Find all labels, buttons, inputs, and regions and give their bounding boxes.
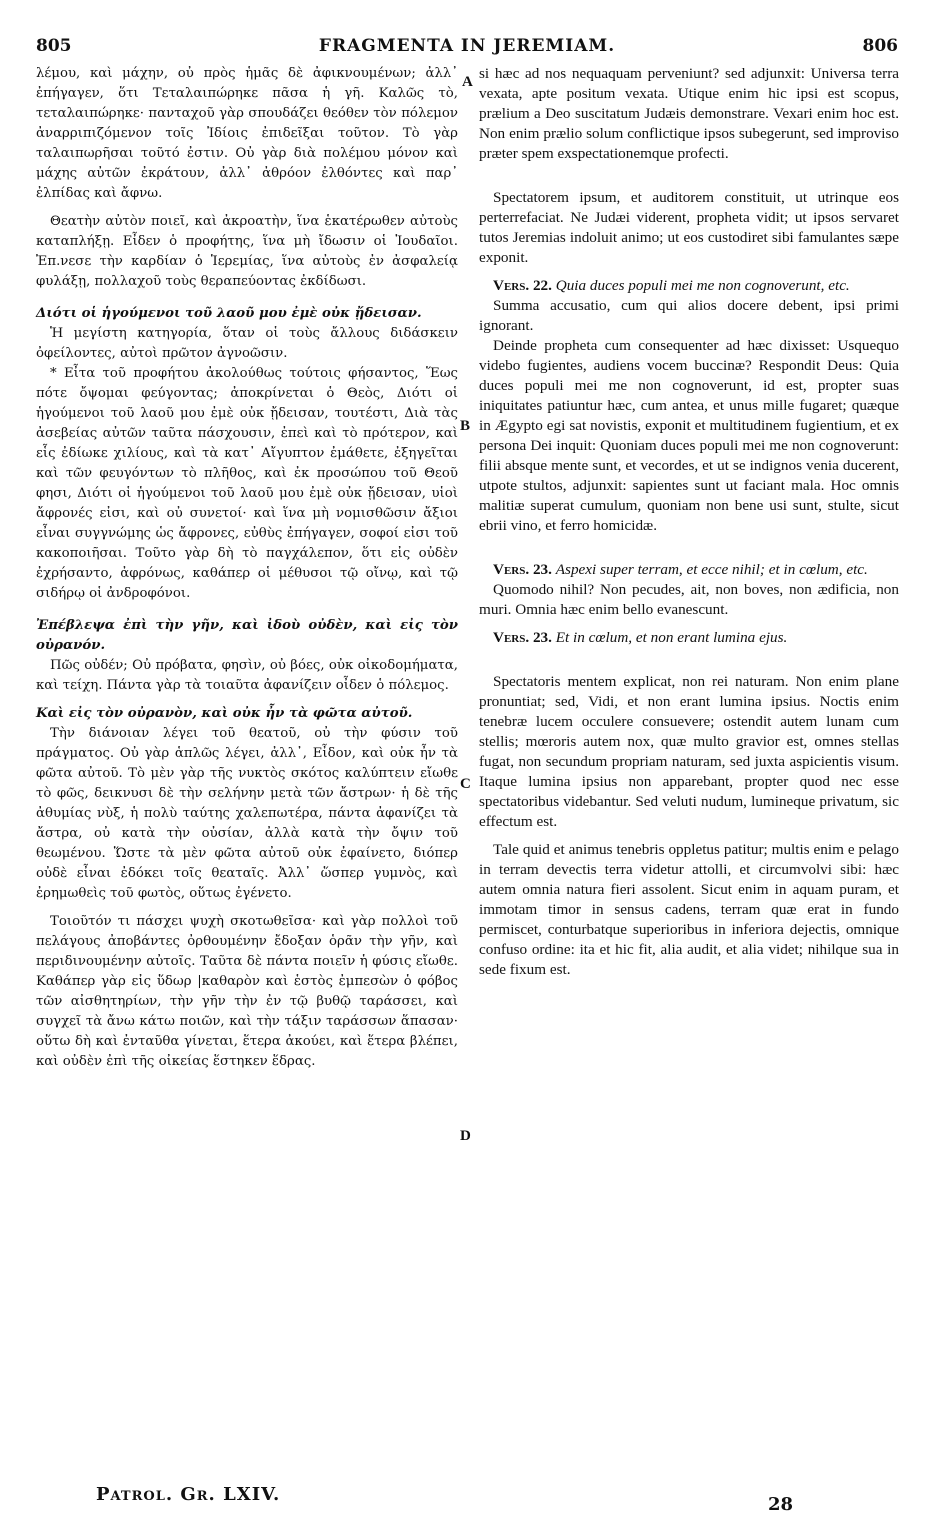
latin-verse-23a — [479, 560, 899, 580]
verse-text-22: Quia duces populi mei me non cognoverunt, etc. — [555, 277, 850, 294]
latin-verse-22 — [479, 276, 899, 296]
margin-letter-c: C — [460, 776, 471, 792]
greek-paragraph-6: Τὴν διάνοιαν λέγει τοῦ θεατοῦ, οὐ τὴν φύσιν τοῦ πράγματος. Οὐ γὰρ ἁπλῶς λέγει, ἀλλ᾽, Εἶδον, καὶ οὐκ ἦν τὰ φῶτα αὐτοῦ. Τὸ μὲν γὰρ τῆς νυκτὸς σκότος καλύπτειν εἴωθε τὸ φῶς, δεικνυσι δὲ τὴν σελήνην μετὰ τῶν ἄστρων· ἡ δὲ τῆς ἀθυμίας νὺξ, ἡ πολὺ ταύτης χαλεπωτέρα, πάντα ἀφανίζει τὰ ἄστρα, οὐ κατὰ τὴν οὐσίαν, ἀλλὰ κατὰ τὴν ὄψιν τοῦ θεωμένου. Ὥστε τὰ μὲν φῶτα αὐτοῦ οὐκ ἐφαίνετο, διόπερ οὐδὲ εἶναι ἐδόκει τοῖς θεαταῖς. Ἀλλ᾽ ὥσπερ γυμνὸς, καὶ ἐρημωθεὶς τοῦ φωτὸς, οὕτως ἐγένετο. — [36, 726, 458, 901]
sheet-number: 28 — [768, 1494, 794, 1515]
page-number-left: 805 — [36, 36, 72, 56]
running-title: FRAGMENTA IN JEREMIAM. — [318, 36, 616, 56]
latin-paragraph-1: si hæc ad nos nequaquam perveniunt? sed adjunxit: Universa terra vexata, apte positum vexata. Utique enim hic ipsi est scopus, prælium a Deo suscitatum Judæis demonstrare. Vexari enim hoc est. Non enim prælio solum conflictique ipsos subegerunt, sed improviso præter spem exspectationemque profecti. — [479, 65, 899, 162]
latin-paragraph-7: Tale quid et animus tenebris oppletus patitur; multis enim e pelago in terram devectis terra videtur attolli, et circumvolvi sibi: hæc autem omnia natura fieri assolent. Sicut enim in aquam puram, et immotam timor in sensus cadens, terram quæ erat in fundo permiscet, conturbatque superioribus in inferiora dejectis, omnique confuso ordine: ita et hic fit, alia audit, et alia videt; nihilque sua in sede fixum est. — [479, 841, 899, 978]
greek-paragraph-5: Πῶς οὐδέν; Οὐ πρόβατα, φησὶν, οὐ βόες, οὐκ οἰκοδομήματα, καὶ τείχη. Πάντα γὰρ τὰ τοιαῦτα ἀφανίζειν οἶδεν ὁ πόλεμος. — [36, 658, 458, 693]
greek-lemma-3: Καὶ εἰς τὸν οὐρανὸν, καὶ οὐκ ἦν τὰ φῶτα αὐτοῦ. — [36, 706, 413, 721]
page-number-right: 806 — [862, 36, 898, 56]
greek-lemma-1: Διότι οἱ ἡγούμενοι τοῦ λαοῦ μου ἐμὲ οὐκ ᾔδεισαν. — [36, 306, 422, 321]
latin-paragraph-4: Deinde propheta cum consequenter ad hæc dixisset: Usquequo videbo fugientes, audiens vocem buccinæ? Respondit Deus: Quia duces populi mei me non cognoverunt, id est, propter suas iniquitates patiuntur hæc, cum antea, et unus mille fugaret; quæque in Ægypto egi sat novistis, exponit et multitudinem fugientium, et ex persona Dei inquit: Quoniam duces populi mei me non cognoverunt: filii absque mente sunt, et vecordes, et ut se indignos venia ducerent, utpote stultos, adjunxit: sapientes sunt ut faciant mala. Hoc omnis malitiæ superat cumulum, quoniam non bene usi sunt, stulte, sicut ebrii vino, et ferro homicidæ. — [479, 337, 899, 534]
verse-text-23a: Aspexi super terram, et ecce nihil; et in cœlum, etc. — [555, 561, 868, 578]
margin-letter-d: D — [460, 1128, 471, 1144]
latin-paragraph-2: Spectatorem ipsum, et auditorem constituit, ut utrinque eos perterrefaciat. Ne Judæi viderent, propheta vidit; ut ipsos servaret tutos Jeremias indoluit animo; ut eos custodiret sibi famulantes sæpe exponit. — [479, 189, 899, 266]
latin-column — [479, 64, 899, 980]
verse-label-23b: Vers. 23. — [493, 629, 552, 646]
greek-paragraph-3: Ἡ μεγίστη κατηγορία, ὅταν οἱ τοὺς ἄλλους διδάσκειν ὀφείλοντες, αὐτοὶ πρῶτον ἀγνοῶσιν. — [36, 326, 458, 361]
latin-paragraph-6: Spectatoris mentem explicat, non rei naturam. Non enim plane pronuntiat; sed, Vidi, et non erant lumina ipsius. Noctis enim tenebræ lucem occulere consuevere; ostendit autem lunam cum stellis; mœroris autem nox, quæ multo gravior est, omnes stellas fugat, non secundum propriam naturam, sed juxta aspicientis visum. Itaque lumina ipsius non apparebant, propter quod nec esse spectatoribus videbantur. Sed veluti nudum, lumineque privatum, sic effectum est. — [479, 673, 899, 830]
latin-paragraph-5: Quomodo nihil? Non pecudes, ait, non boves, non ædificia, non muri. Omnia hæc enim bello evanescunt. — [479, 581, 899, 618]
greek-paragraph-7: Τοιοῦτόν τι πάσχει ψυχὴ σκοτωθεῖσα· καὶ γὰρ πολλοὶ τοῦ πελάγους ἀποβάντες ὀρθουμένην ἔδοξαν ὁρᾶν τὴν γῆν, καὶ περιδινουμένην αὐτοῖς. Ταῦτα δὲ πάντα ποιεῖν ἡ φύσις εἴωθε. Καθάπερ γὰρ εἰς ὕδωρ |καθαρὸν καὶ ἑστὸς ἐμπεσὼν ὁ φόβος τῶν αἰσθητηρίων, τὴν γῆν τὴν ἐν τῷ βυθῷ ταράσσει, καὶ συγχεῖ τὰ ἄνω κάτω ποιῶν, καὶ τὴν τάξιν ταράσσων ἅπασαν· οὕτω δὴ καὶ ἐνταῦθα γίνεται, ἕτερα ἀκούει, καὶ ἕτερα βλέπει, καὶ οὐδὲν ἐπὶ τῆς οἰκείας ἕστηκεν ἕδρας. — [36, 914, 458, 1069]
margin-letter-a: A — [462, 74, 473, 90]
greek-paragraph-4: * Εἶτα τοῦ προφήτου ἀκολούθως τούτοις φήσαντος, Ἕως πότε ὄψομαι φεύγοντας; ἀποκρίνεται ὁ Θεὸς, Διότι οἱ ἡγούμενοι τοῦ λαοῦ μου ἐμὲ οὐκ ᾔδεισαν, τουτέστι, Διὰ τὰς ἀσεβείας αὐτῶν ταῦτα πάσχουσιν, ἐπεὶ καὶ τὸ πρότερον, καὶ εἷς ἐδίωκε χιλίους, καὶ τὰ κατ᾽ Αἴγυπτον ἐμάθετε, ἐξηγεῖται καὶ τῶν φευγόντων τὸ πλῆθος, καὶ ἐκ προσώπου τοῦ Θεοῦ φησι, Διότι οἱ ἡγούμενοι τοῦ λαοῦ μου ἐμὲ οὐκ ᾔδεισαν, υἱοὶ ἄφρονές εἰσι, καὶ οὐ συνετοί· καὶ ἵνα μὴ νομισθῶσιν ἄξιοι εἶναι συγγνώμης ὡς ἄφρονες, εὐθὺς ἐπήγαγεν, σοφοί εἰσι τοῦ κακοποιῆσαι. Τοῦτο γὰρ δὴ τὸ παγχάλεπον, ὅτι εἰς οὐδὲν ἐχρήσαντο, ἀφρόνως, καθάπερ οἱ μέθυσοι τῷ οἴνῳ, καὶ τῷ σιδήρῳ οἱ ἀνδροφόνοι. — [36, 366, 458, 601]
verse-label-23a: Vers. 23. — [493, 561, 552, 578]
volume-signature: Patrol. Gr. LXIV. — [96, 1484, 281, 1505]
greek-lemma-2: Ἐπέβλεψα ἐπὶ τὴν γῆν, καὶ ἰδοὺ οὐδὲν, καὶ εἰς τὸν οὐρανόν. — [36, 618, 458, 653]
page-header — [36, 36, 898, 58]
margin-letter-b: B — [460, 418, 471, 434]
greek-paragraph-1: λέμου, καὶ μάχην, οὐ πρὸς ἡμᾶς δὲ ἀφικνουμένων; ἀλλ᾽ ἐπήγαγεν, ὅτι Τεταλαιπώρηκε πᾶσα ἡ γῆ. Καλῶς τὸ, τεταλαιπώρηκε· πανταχοῦ γὰρ σπουδάζει θεόθεν τὸν πόλεμον ἀναρριπιζόμενον τοῖς Ἰδίοις ἐπιδεῖξαι τοῦτον. Τὸ γὰρ ταλαιπωρῆσαι τοῦτό ἐστιν. Οὐ γὰρ διὰ πολέμου μόνον καὶ μάχης αὐτῶν ἐκράτουν, ἀλλ᾽ ἀθρόον ἐλθόντες καὶ παρ᾽ ἐλπίδας καὶ ἄφνω. — [36, 66, 458, 201]
latin-paragraph-3: Summa accusatio, cum qui alios docere debent, ipsi primi ignorant. — [479, 297, 899, 334]
greek-paragraph-2: Θεατὴν αὐτὸν ποιεῖ, καὶ ἀκροατὴν, ἵνα ἑκατέρωθεν αὐτοὺς καταπλήξῃ. Εἶδεν ὁ προφήτης, ἵνα μὴ ἴδωσιν οἱ Ἰουδαῖοι. Ἐπ.νεσε τὴν καρδίαν ὁ Ἱερεμίας, ἵνα αὐτοὺς ἐν ἀσφαλείᾳ φυλάξῃ, πολλαχοῦ τοὺς θεραπεύοντας ἐκδίδωσι. — [36, 214, 458, 289]
verse-label-22: Vers. 22. — [493, 277, 552, 294]
greek-column — [36, 64, 458, 1072]
latin-verse-23b — [479, 628, 899, 648]
verse-text-23b: Et in cœlum, et non erant lumina ejus. — [555, 629, 788, 646]
